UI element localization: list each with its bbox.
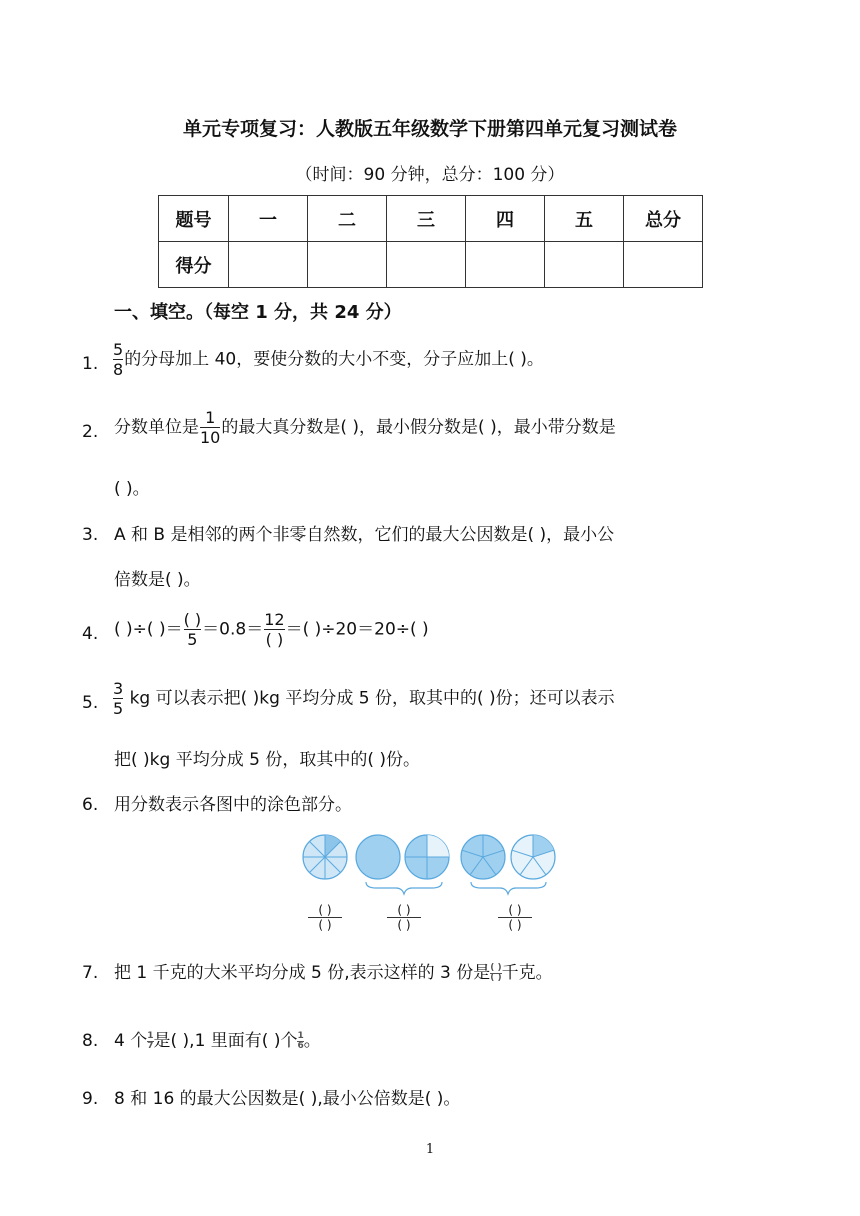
fraction-denominator: ( )	[397, 918, 411, 932]
fraction-numerator: ( )	[490, 962, 502, 973]
question-text: A 和 B 是相邻的两个非零自然数，它们的最大公因数是( )，最小公	[114, 525, 615, 545]
brace-icon	[471, 882, 546, 894]
question-text: 倍数是( )。	[114, 570, 201, 590]
question-number: 3.	[82, 525, 99, 545]
fraction-numerator: ( )	[397, 903, 411, 917]
table-header-cell: 总分	[624, 196, 703, 242]
table-header-cell: 题号	[159, 196, 229, 242]
fraction-denominator: 7	[147, 1040, 154, 1051]
fraction-numerator: 5	[113, 340, 124, 359]
fraction-denominator: 8	[113, 360, 124, 379]
fraction-denominator: ( )	[265, 630, 284, 649]
pie-chart-eighths	[303, 835, 347, 879]
table-header-cell: 一	[229, 196, 308, 242]
table-header-cell: 二	[308, 196, 387, 242]
answer-fraction[interactable]	[498, 903, 532, 932]
fraction-numerator: 1	[147, 1030, 154, 1041]
fraction	[184, 610, 202, 649]
question-text: 分数单位是	[114, 417, 199, 438]
score-cell[interactable]	[229, 242, 308, 288]
pie-chart-whole	[356, 835, 400, 879]
question-text: ＝0.8＝	[202, 619, 264, 640]
fraction-numerator: ( )	[183, 610, 202, 629]
fraction-denominator: ( )	[508, 918, 522, 932]
question-number: 5.	[82, 693, 99, 713]
pie-chart-fifths-full	[461, 835, 505, 879]
fraction-numerator: ( )	[508, 903, 522, 917]
question-number: 4.	[82, 624, 99, 644]
question-text: 8 和 16 的最大公因数是( ),最小公倍数是( )。	[114, 1089, 461, 1109]
fraction-denominator: 6	[297, 1040, 304, 1051]
fraction-numerator: 3	[113, 679, 124, 698]
question-8	[114, 1029, 321, 1053]
question-number: 2.	[82, 422, 99, 442]
pie-figures	[296, 830, 560, 898]
score-cell[interactable]	[387, 242, 466, 288]
question-1	[112, 340, 544, 379]
fraction-numerator: 1	[205, 408, 216, 427]
question-number: 9.	[82, 1089, 99, 1109]
score-cell[interactable]	[308, 242, 387, 288]
table-header-cell: 四	[466, 196, 545, 242]
fraction-numerator: 1	[297, 1030, 304, 1041]
pie-chart-quarters	[405, 835, 449, 879]
question-text: 把( )kg 平均分成 5 份，取其中的( )份。	[114, 750, 420, 770]
fraction-numerator: ( )	[318, 903, 332, 917]
question-text: kg 可以表示把( )kg 平均分成 5 份，取其中的( )份；还可以表示	[124, 688, 615, 709]
pie-chart-fifths-partial	[511, 835, 555, 879]
brace-icon	[366, 882, 442, 894]
table-row-label: 得分	[159, 242, 229, 288]
answer-fraction[interactable]	[387, 903, 421, 932]
question-text: 是( ),1 里面有( )个	[153, 1031, 298, 1051]
question-text: 。	[303, 1031, 321, 1051]
score-table-score-row	[159, 242, 703, 288]
question-text: 把 1 千克的大米平均分成 5 份,表示这样的 3 份是	[114, 963, 491, 983]
fraction-denominator: ( )	[490, 972, 502, 983]
question-4	[114, 610, 429, 649]
answer-fraction[interactable]	[308, 903, 342, 932]
score-cell[interactable]	[466, 242, 545, 288]
fraction	[200, 408, 220, 447]
question-text: 4 个	[114, 1031, 148, 1051]
score-cell[interactable]	[624, 242, 703, 288]
question-text: 用分数表示各图中的涂色部分。	[114, 795, 352, 815]
question-text: 的最大真分数是( )，最小假分数是( )，最小带分数是	[221, 417, 616, 438]
question-number: 6.	[82, 795, 99, 815]
question-number: 1.	[82, 354, 99, 374]
page-number: 1	[425, 1142, 435, 1157]
fraction-denominator: 10	[200, 428, 221, 447]
fraction	[113, 340, 123, 379]
question-text: ( )。	[114, 479, 150, 499]
fraction	[490, 964, 501, 983]
score-table-header-row	[159, 196, 703, 242]
exam-info: （时间：90 分钟，总分：100 分）	[295, 165, 565, 185]
fraction	[264, 610, 284, 649]
question-2	[114, 408, 616, 447]
question-5	[112, 679, 615, 718]
fraction	[113, 679, 123, 718]
question-text: ＝( )÷20＝20÷( )	[285, 619, 429, 640]
score-table	[158, 195, 703, 288]
score-cell[interactable]	[545, 242, 624, 288]
table-header-cell: 五	[545, 196, 624, 242]
fraction-denominator: ( )	[318, 918, 332, 932]
fraction-denominator: 5	[187, 630, 198, 649]
question-text: 千克。	[501, 963, 553, 983]
question-7	[114, 961, 553, 985]
question-number: 8.	[82, 1031, 99, 1051]
question-number: 7.	[82, 963, 99, 983]
page-title: 单元专项复习：人教版五年级数学下册第四单元复习测试卷	[182, 118, 677, 140]
table-header-cell: 三	[387, 196, 466, 242]
fraction-denominator: 5	[113, 699, 124, 718]
question-text: ( )÷( )＝	[114, 619, 183, 640]
question-text: 的分母加上 40，要使分数的大小不变，分子应加上( )。	[124, 349, 544, 370]
fraction-numerator: 12	[264, 610, 285, 629]
section-heading: 一、填空。（每空 1 分，共 24 分）	[114, 302, 402, 323]
